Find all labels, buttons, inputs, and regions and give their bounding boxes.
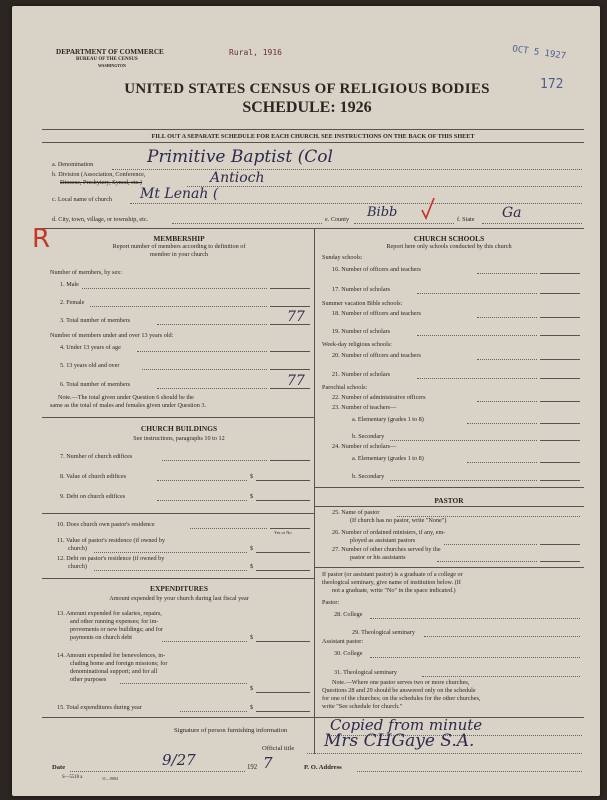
instructions-banner: FILL OUT A SEPARATE SCHEDULE FOR EACH CHURCH. SEE INSTRUCTIONS ON THE BACK OF THIS SHEET — [151, 133, 475, 140]
form-number: S—5518 a — [62, 775, 83, 780]
q23-label: 23. Number of teachers— — [332, 404, 397, 411]
q14-label-3: denominational support; and for all — [70, 668, 158, 675]
q6-label: 6. Total number of members — [60, 381, 131, 388]
q8-dollar: $ — [250, 473, 254, 480]
department-name: DEPARTMENT OF COMMERCE — [56, 48, 164, 56]
city-name: WASHINGTON — [98, 63, 126, 68]
pastor-note-4: write "See schedule for church." — [322, 703, 403, 710]
q13-label-2: and other running expenses; for im- — [70, 618, 159, 625]
q11-dollar: $ — [250, 545, 254, 552]
graduate-note-3: not a graduate, write "No" in the space indicated.) — [332, 587, 456, 594]
q14-dollar: $ — [250, 685, 254, 692]
q3-label: 3. Total number of members — [60, 317, 131, 324]
q14-label-1: 14. Amount expended for benevolences, in- — [57, 652, 166, 659]
q9-label: 9. Debt on church edifices — [60, 493, 126, 500]
rural-stamp: Rural, 1916 — [229, 48, 282, 57]
pastor-sub-label: Pastor: — [322, 599, 340, 606]
q13-label-3: provements or new buildings; and for — [70, 626, 163, 633]
state-label: f. State — [457, 216, 475, 223]
county-label: e. County — [325, 216, 350, 223]
q6-value[interactable]: 77 — [287, 373, 305, 389]
date-year-prefix: 192 — [247, 764, 258, 771]
q24-label: 24. Number of scholars— — [332, 443, 397, 450]
q30-label: 30. College — [334, 650, 363, 657]
buildings-title: CHURCH BUILDINGS — [140, 424, 218, 433]
date-value[interactable]: 9/27 — [162, 751, 196, 769]
pastor-note-3: for one of the churches; on the schedules for the other churches, — [322, 695, 481, 702]
q12-label-1: 12. Debt on pastor's residence (if owned by — [57, 555, 165, 562]
q14-label-4: other purposes — [70, 676, 107, 683]
print-number: 11—9084 — [102, 776, 118, 781]
q9-dollar: $ — [250, 493, 254, 500]
received-date-stamp: OCT 5 1927 — [511, 44, 567, 62]
q29-label: 29. Theological seminary — [352, 629, 415, 636]
q12-label-2: church) — [68, 563, 87, 570]
form-title: UNITED STATES CENSUS OF RELIGIOUS BODIES — [124, 81, 490, 97]
membership-title: MEMBERSHIP — [153, 234, 205, 243]
q10-label: 10. Does church own pastor's residence — [57, 521, 155, 528]
local-name-label: c. Local name of church — [52, 196, 112, 203]
pastor-note-1: Note.—Where one pastor serves two or more churches, — [332, 679, 470, 686]
q25-label: 25. Name of pastor — [332, 509, 380, 516]
division-value[interactable]: Antioch — [210, 170, 265, 186]
q27-label-1: 27. Number of other churches served by the — [332, 546, 441, 553]
q4-label: 4. Under 13 years of age — [60, 344, 121, 351]
bureau-name: BUREAU OF THE CENSUS — [76, 57, 138, 62]
q27-label-2: pastor or his assistants — [350, 554, 406, 561]
schools-subtitle: Report here only schools conducted by this church — [386, 243, 512, 250]
yes-no-hint: Yes or No — [274, 530, 292, 535]
local-name-value[interactable]: Mt Lenah ( — [140, 186, 219, 202]
q25-hint: (If church has no pastor, write "None") — [350, 517, 447, 524]
q13-dollar: $ — [250, 634, 254, 641]
members-by-age-label: Number of members under and over 13 years old: — [50, 332, 174, 339]
membership-subtitle-2: member in your church — [150, 251, 208, 258]
membership-note-1: Note.—The total given under Question 6 should be the — [58, 394, 194, 401]
assistant-pastor-label: Assistant pastor: — [322, 638, 364, 645]
q20-label: 20. Number of officers and teachers — [332, 352, 421, 359]
q8-label: 8. Value of church edifices — [60, 473, 127, 480]
buildings-subtitle: See instructions, paragraphs 10 to 12 — [133, 435, 225, 442]
census-schedule-sheet — [12, 6, 600, 796]
q17-label: 17. Number of scholars — [332, 286, 391, 293]
expenditures-title: EXPENDITURES — [150, 584, 208, 593]
q16-label: 16. Number of officers and teachers — [332, 266, 421, 273]
q24a-label: a. Elementary (grades 1 to 8) — [352, 455, 424, 462]
q7-label: 7. Number of church edifices — [60, 453, 133, 460]
q23b-label: b. Secondary — [352, 433, 385, 440]
membership-note-2: same as the total of males and females given under Question 3. — [50, 402, 207, 409]
division-label-struck: Diocese, Presbytery, Synod, etc.) — [60, 179, 142, 186]
membership-subtitle-1: Report number of members according to definition of — [112, 243, 246, 250]
red-check-mark — [420, 196, 436, 222]
date-label: Date — [52, 764, 66, 771]
pastor-note-2: Questions 28 and 29 should be answered only on the schedule — [322, 687, 476, 694]
q26-label-2: ployed as assistant pastors — [350, 537, 416, 544]
pastor-title: PASTOR — [434, 496, 464, 505]
q2-label: 2. Female — [60, 299, 85, 306]
denomination-label: a. Denomination — [52, 161, 94, 168]
q28-label: 28. College — [334, 611, 363, 618]
q13-label-1: 13. Amount expended for salaries, repairs, — [57, 610, 162, 617]
q5-label: 5. 13 years old and over — [60, 362, 120, 369]
q24b-label: b. Secondary — [352, 473, 385, 480]
q18-label: 18. Number of officers and teachers — [332, 310, 421, 317]
q15-dollar: $ — [250, 704, 254, 711]
q19-label: 19. Number of scholars — [332, 328, 391, 335]
q3-value[interactable]: 77 — [287, 309, 305, 325]
q13-label-4: payments on church debt — [70, 634, 133, 641]
schedule-year: SCHEDULE: 1926 — [242, 99, 372, 116]
official-title-value[interactable]: Mrs CHGaye S.A. — [324, 731, 475, 751]
denomination-value[interactable]: Primitive Baptist (Col — [147, 147, 333, 167]
city-label: d. City, town, village, or township, etc. — [52, 216, 149, 223]
q1-label: 1. Male — [60, 281, 79, 288]
po-address-label: P. O. Address — [304, 764, 342, 771]
q22-label: 22. Number of administrative officers — [332, 394, 426, 401]
q23a-label: a. Elementary (grades 1 to 8) — [352, 416, 424, 423]
graduate-note-1: If pastor (or assistant pastor) is a graduate of a college or — [322, 571, 463, 578]
sunday-schools-label: Sunday schools: — [322, 254, 363, 261]
members-by-sex-label: Number of members, by sex: — [50, 269, 122, 276]
q31-label: 31. Theological seminary — [334, 669, 397, 676]
q11-label-2: church) — [68, 545, 87, 552]
official-title-label: Official title — [262, 745, 295, 752]
signature-value[interactable]: Copied from minute — [330, 716, 483, 734]
q21-label: 21. Number of scholars — [332, 371, 391, 378]
red-r-mark: R — [32, 224, 51, 254]
q15-label: 15. Total expenditures during year — [57, 704, 142, 711]
summer-schools-label: Summer vacation Bible schools: — [322, 300, 403, 307]
graduate-note-2: theological seminary, give name of institution below. (If — [322, 579, 461, 586]
signature-label: Signature of person furnishing information — [174, 727, 288, 734]
q12-dollar: $ — [250, 563, 254, 570]
date-year-digit[interactable]: 7 — [263, 754, 273, 772]
parochial-schools-label: Parochial schools: — [322, 384, 368, 391]
schedule-number-stamp: 172 — [540, 77, 564, 92]
state-value[interactable]: Ga — [502, 205, 522, 221]
q26-label-1: 26. Number of ordained ministers, if any, em- — [332, 529, 446, 536]
q14-label-2: cluding home and foreign missions; for — [70, 660, 168, 667]
schools-title: CHURCH SCHOOLS — [413, 234, 485, 243]
county-value[interactable]: Bibb — [367, 205, 398, 220]
weekday-schools-label: Week-day religious schools: — [322, 341, 392, 348]
expenditures-subtitle: Amount expended by your church during last fiscal year — [109, 595, 249, 602]
division-label: b. Division (Association, Conference, — [52, 171, 146, 178]
q11-label-1: 11. Value of pastor's residence (if owned by — [57, 537, 165, 544]
